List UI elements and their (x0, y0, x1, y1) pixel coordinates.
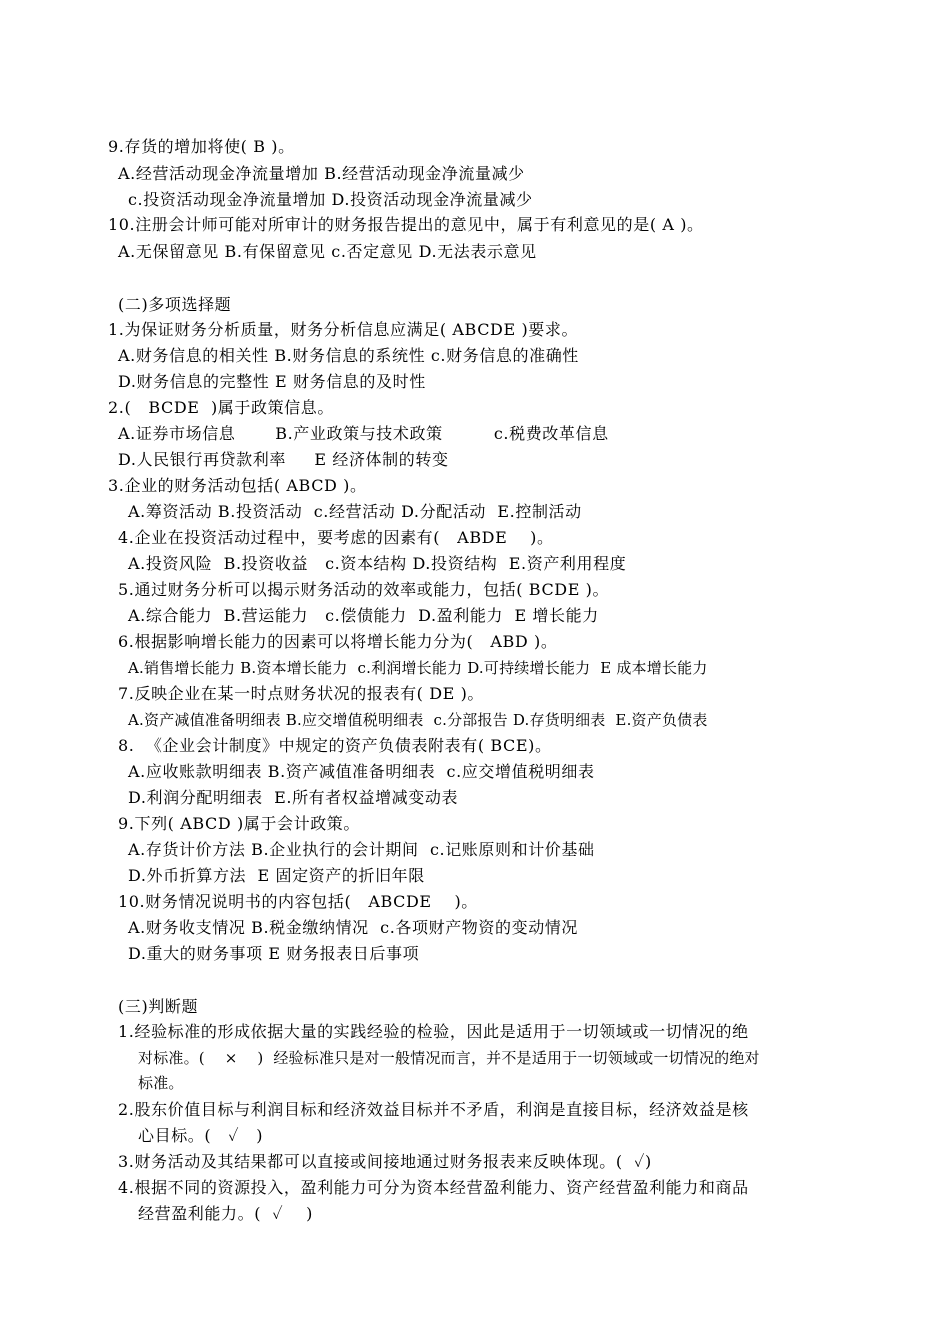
mc-question-3: 3.企业的财务活动包括( ABCD )。 (108, 476, 367, 495)
mc-question-5-options: A.综合能力 B.营运能力 c.偿债能力 D.盈利能力 E 增长能力 (128, 606, 599, 625)
tf-question-1-line-1: 1.经验标准的形成依据大量的实践经验的检验，因此是适用于一切领域或一切情况的绝 (118, 1022, 749, 1041)
tf-question-3: 3.财务活动及其结果都可以直接或间接地通过财务报表来反映体现。( ✓) (118, 1152, 652, 1171)
tf-question-2-line-1: 2.股东价值目标与利润目标和经济效益目标并不矛盾，利润是直接目标，经济效益是核 (118, 1100, 749, 1119)
mc-question-3-options: A.筹资活动 B.投资活动 c.经营活动 D.分配活动 E.控制活动 (128, 502, 582, 521)
mc-question-7: 7.反映企业在某一时点财务状况的报表有( DE )。 (118, 684, 485, 703)
mc-question-6-options: A.销售增长能力 B.资本增长能力 c.利润增长能力 D.可持续增长能力 E 成本增长能力 (128, 659, 708, 677)
mc-question-9-options-abc: A.存货计价方法 B.企业执行的会计期间 c.记账原则和计价基础 (128, 840, 595, 859)
section-heading-multiple-choice: (二)多项选择题 (118, 295, 232, 314)
mc-question-9: 9.下列( ABCD )属于会计政策。 (118, 814, 361, 833)
question-9-options-ab: A.经营活动现金净流量增加 B.经营活动现金净流量减少 (118, 164, 525, 183)
mc-question-2-options-abc: A.证券市场信息 B.产业政策与技术政策 c.税费改革信息 (118, 424, 609, 443)
question-9-options-cd: c.投资活动现金净流量增加 D.投资活动现金净流量减少 (128, 190, 533, 209)
mc-question-4-options: A.投资风险 B.投资收益 c.资本结构 D.投资结构 E.资产利用程度 (128, 554, 627, 573)
mc-question-8-options-de: D.利润分配明细表 E.所有者权益增减变动表 (128, 788, 459, 807)
tf-question-1-line-2: 对标准。( × ) 经验标准只是对一般情况而言，并不是适用于一切领域或一切情况的绝对 (138, 1049, 760, 1067)
mc-question-8-options-abc: A.应收账款明细表 B.资产减值准备明细表 c.应交增值税明细表 (128, 762, 595, 781)
tf-question-4-line-2: 经营盈利能力。( ✓ ) (138, 1204, 313, 1223)
mc-question-7-options: A.资产减值准备明细表 B.应交增值税明细表 c.分部报告 D.存货明细表 E.资产负债表 (128, 711, 708, 729)
mc-question-10-options-de: D.重大的财务事项 E 财务报表日后事项 (128, 944, 420, 963)
mc-question-2-options-de: D.人民银行再贷款利率 E 经济体制的转变 (118, 450, 449, 469)
tf-question-4-line-1: 4.根据不同的资源投入，盈利能力可分为资本经营盈利能力、资产经营盈利能力和商品 (118, 1178, 749, 1197)
mc-question-8: 8. 《企业会计制度》中规定的资产负债表附表有( BCE)。 (118, 736, 552, 755)
mc-question-10-options-abc: A.财务收支情况 B.税金缴纳情况 c.各项财产物资的变动情况 (128, 918, 578, 937)
mc-question-5: 5.通过财务分析可以揭示财务活动的效率或能力，包括( BCDE )。 (118, 580, 610, 599)
mc-question-6: 6.根据影响增长能力的因素可以将增长能力分为( ABD )。 (118, 632, 558, 651)
mc-question-4: 4.企业在投资活动过程中，要考虑的因素有( ABDE )。 (118, 528, 554, 547)
question-10-options: A.无保留意见 B.有保留意见 c.否定意见 D.无法表示意见 (118, 242, 537, 261)
mc-question-2: 2.( BCDE )属于政策信息。 (108, 398, 334, 417)
mc-question-9-options-de: D.外币折算方法 E 固定资产的折旧年限 (128, 866, 425, 885)
question-9: 9.存货的增加将使( B )。 (108, 137, 295, 156)
mc-question-1-options-de: D.财务信息的完整性 E 财务信息的及时性 (118, 372, 426, 391)
question-10: 10.注册会计师可能对所审计的财务报告提出的意见中，属于有利意见的是( A )。 (108, 215, 704, 234)
tf-question-1-line-3: 标准。 (138, 1074, 184, 1092)
mc-question-1: 1.为保证财务分析质量，财务分析信息应满足( ABCDE )要求。 (108, 320, 579, 339)
tf-question-2-line-2: 心目标。( ✓ ) (138, 1126, 264, 1145)
mc-question-1-options-abc: A.财务信息的相关性 B.财务信息的系统性 c.财务信息的准确性 (118, 346, 579, 365)
section-heading-true-false: (三)判断题 (118, 997, 199, 1016)
mc-question-10: 10.财务情况说明书的内容包括( ABCDE )。 (118, 892, 478, 911)
